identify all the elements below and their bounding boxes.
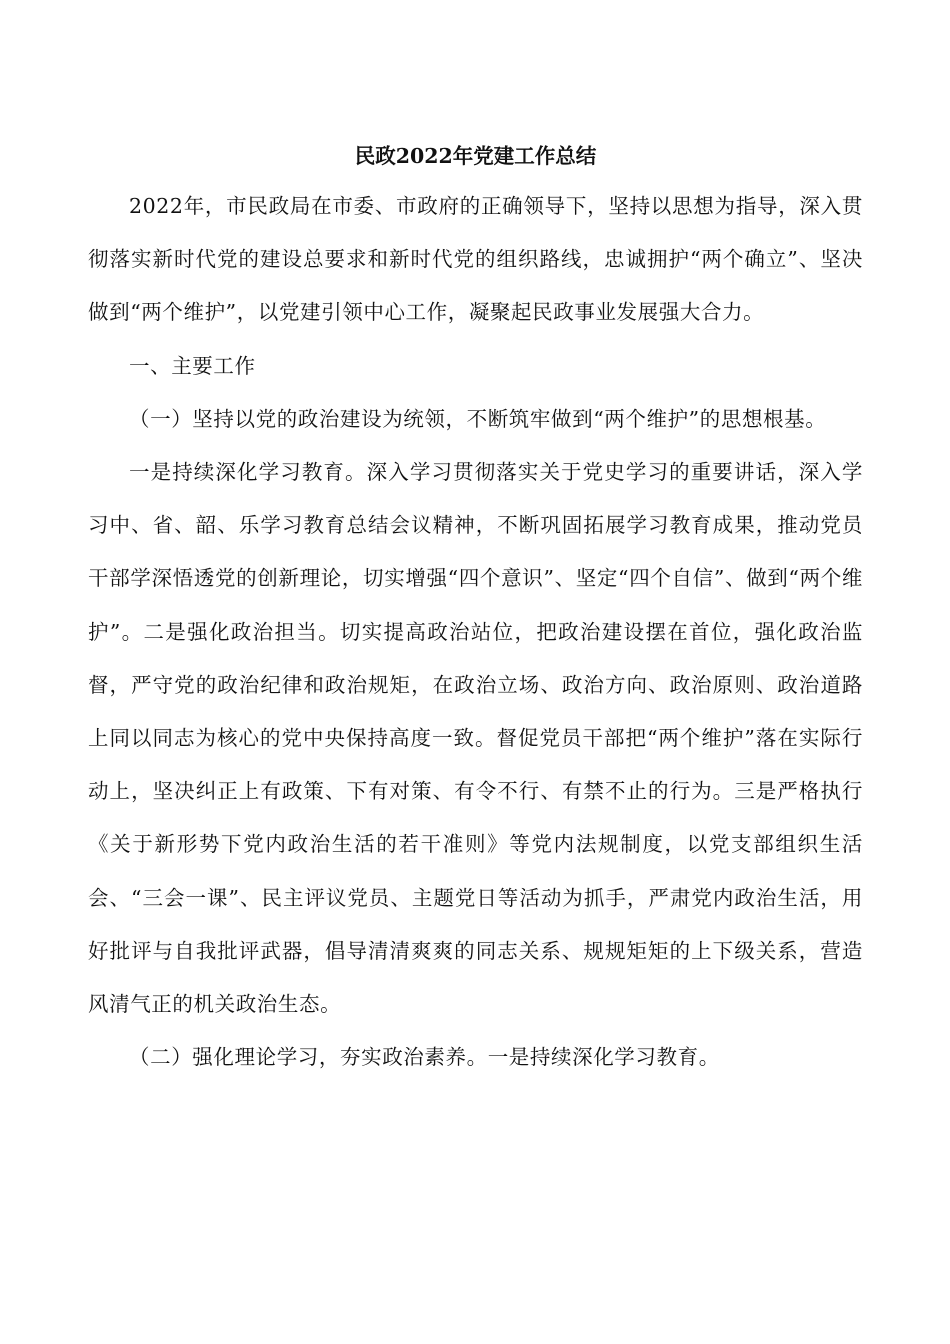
intro-paragraph: 2022年，市民政局在市委、市政府的正确领导下，坚持以思想为指导，深入贯彻落实新时代党的建设总要求和新时代党的组织路线，忠诚拥护“两个确立”、坚决做到“两个维护”，以党建引领中心工作，凝聚起民政事业发展强大合力。	[88, 194, 863, 325]
subsection-heading-2: （二）强化理论学习，夯实政治素养。一是持续深化学习教育。	[129, 1045, 720, 1070]
document-body	[88, 136, 863, 1084]
section-heading-main-work: 一、主要工作	[129, 353, 256, 378]
subsection-heading-1: （一）坚持以党的政治建设为统领，不断筑牢做到“两个维护”的思想根基。	[129, 406, 827, 431]
document-title: 民政2022年党建工作总结	[354, 144, 597, 168]
body-paragraph-1: 一是持续深化学习教育。深入学习贯彻落实关于党史学习的重要讲话，深入学习中、省、韶、乐学习教育总结会议精神，不断巩固拓展学习教育成果，推动党员干部学深悟透党的创新理论，切实增强“四个意识”、坚定“四个自信”、做到“两个维护”。二是强化政治担当。切实提高政治站位，把政治建设摆在首位，强化政治监督，严守党的政治纪律和政治规矩，在政治立场、政治方向、政治原则、政治道路上同以同志为核心的党中央保持高度一致。督促党员干部把“两个维护”落在实际行动上，坚决纠正上有政策、下有对策、有令不行、有禁不止的行为。三是严格执行《关于新形势下党内政治生活的若干准则》等党内法规制度，以党支部组织生活会、“三会一课”、民主评议党员、主题党日等活动为抓手，严肃党内政治生活，用好批评与自我批评武器，倡导清清爽爽的同志关系、规规矩矩的上下级关系，营造风清气正的机关政治生态。	[88, 460, 863, 1017]
